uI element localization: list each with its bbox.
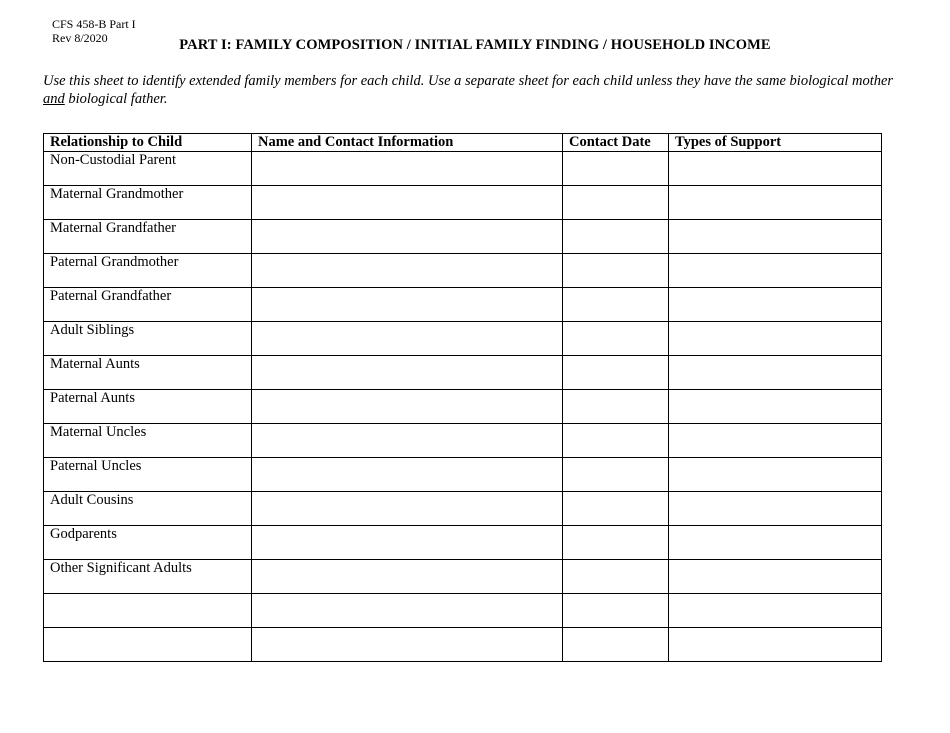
types-support-cell[interactable]	[669, 594, 882, 628]
header-name-contact: Name and Contact Information	[252, 134, 563, 152]
types-support-cell[interactable]	[669, 220, 882, 254]
table-row	[44, 356, 882, 390]
form-revision: Rev 8/2020	[52, 31, 108, 45]
name-contact-cell[interactable]	[252, 322, 563, 356]
name-contact-cell[interactable]	[252, 526, 563, 560]
contact-date-cell[interactable]	[563, 526, 669, 560]
name-contact-cell[interactable]	[252, 152, 563, 186]
contact-date-cell[interactable]	[563, 390, 669, 424]
name-contact-cell[interactable]	[252, 390, 563, 424]
relationship-cell[interactable]	[44, 594, 252, 628]
instructions-text-2: biological father.	[64, 91, 168, 107]
table-row	[44, 458, 882, 492]
family-finding-table	[43, 133, 882, 662]
table-row	[44, 322, 882, 356]
relationship-cell: Maternal Grandfather	[44, 220, 252, 254]
name-contact-cell[interactable]	[252, 288, 563, 322]
name-contact-cell[interactable]	[252, 186, 563, 220]
relationship-cell: Paternal Grandfather	[44, 288, 252, 322]
relationship-cell[interactable]	[44, 628, 252, 662]
table-row	[44, 390, 882, 424]
header-contact-date: Contact Date	[563, 134, 669, 152]
relationship-cell: Maternal Grandmother	[44, 186, 252, 220]
types-support-cell[interactable]	[669, 288, 882, 322]
name-contact-cell[interactable]	[252, 560, 563, 594]
types-support-cell[interactable]	[669, 628, 882, 662]
types-support-cell[interactable]	[669, 458, 882, 492]
relationship-cell: Paternal Uncles	[44, 458, 252, 492]
relationship-cell: Adult Cousins	[44, 492, 252, 526]
contact-date-cell[interactable]	[563, 424, 669, 458]
relationship-cell: Maternal Uncles	[44, 424, 252, 458]
types-support-cell[interactable]	[669, 322, 882, 356]
table-body	[44, 152, 882, 662]
relationship-cell: Other Significant Adults	[44, 560, 252, 594]
contact-date-cell[interactable]	[563, 220, 669, 254]
relationship-cell: Non-Custodial Parent	[44, 152, 252, 186]
types-support-cell[interactable]	[669, 424, 882, 458]
name-contact-cell[interactable]	[252, 424, 563, 458]
types-support-cell[interactable]	[669, 560, 882, 594]
table-row	[44, 492, 882, 526]
contact-date-cell[interactable]	[563, 152, 669, 186]
contact-date-cell[interactable]	[563, 322, 669, 356]
instructions-text-1: Use this sheet to identify extended family members for each child. Use a separate sheet for each child unless they have the same biological mother	[43, 73, 894, 89]
name-contact-cell[interactable]	[252, 492, 563, 526]
contact-date-cell[interactable]	[563, 458, 669, 492]
name-contact-cell[interactable]	[252, 458, 563, 492]
types-support-cell[interactable]	[669, 356, 882, 390]
table-row	[44, 628, 882, 662]
header-types-support: Types of Support	[669, 134, 882, 152]
table-row	[44, 288, 882, 322]
instructions	[43, 72, 903, 108]
contact-date-cell[interactable]	[563, 186, 669, 220]
name-contact-cell[interactable]	[252, 356, 563, 390]
table-row	[44, 526, 882, 560]
form-number: CFS 458-B Part I	[52, 17, 136, 31]
relationship-cell: Paternal Aunts	[44, 390, 252, 424]
types-support-cell[interactable]	[669, 152, 882, 186]
contact-date-cell[interactable]	[563, 288, 669, 322]
table-row	[44, 424, 882, 458]
contact-date-cell[interactable]	[563, 356, 669, 390]
header-relationship: Relationship to Child	[44, 134, 252, 152]
table-row	[44, 560, 882, 594]
types-support-cell[interactable]	[669, 186, 882, 220]
types-support-cell[interactable]	[669, 526, 882, 560]
types-support-cell[interactable]	[669, 254, 882, 288]
table-row	[44, 594, 882, 628]
types-support-cell[interactable]	[669, 492, 882, 526]
table-header-row	[44, 134, 882, 152]
contact-date-cell[interactable]	[563, 560, 669, 594]
relationship-cell: Maternal Aunts	[44, 356, 252, 390]
table-row	[44, 186, 882, 220]
name-contact-cell[interactable]	[252, 254, 563, 288]
name-contact-cell[interactable]	[252, 220, 563, 254]
page-title-text: PART I: FAMILY COMPOSITION / INITIAL FAMILY FINDING / HOUSEHOLD INCOME	[179, 37, 771, 53]
name-contact-cell[interactable]	[252, 594, 563, 628]
table-row	[44, 152, 882, 186]
relationship-cell: Godparents	[44, 526, 252, 560]
table-row	[44, 220, 882, 254]
page-title	[0, 37, 950, 54]
contact-date-cell[interactable]	[563, 492, 669, 526]
relationship-cell: Adult Siblings	[44, 322, 252, 356]
table-row	[44, 254, 882, 288]
instructions-underlined-word: and	[43, 91, 65, 107]
contact-date-cell[interactable]	[563, 254, 669, 288]
contact-date-cell[interactable]	[563, 594, 669, 628]
types-support-cell[interactable]	[669, 390, 882, 424]
relationship-cell: Paternal Grandmother	[44, 254, 252, 288]
contact-date-cell[interactable]	[563, 628, 669, 662]
name-contact-cell[interactable]	[252, 628, 563, 662]
